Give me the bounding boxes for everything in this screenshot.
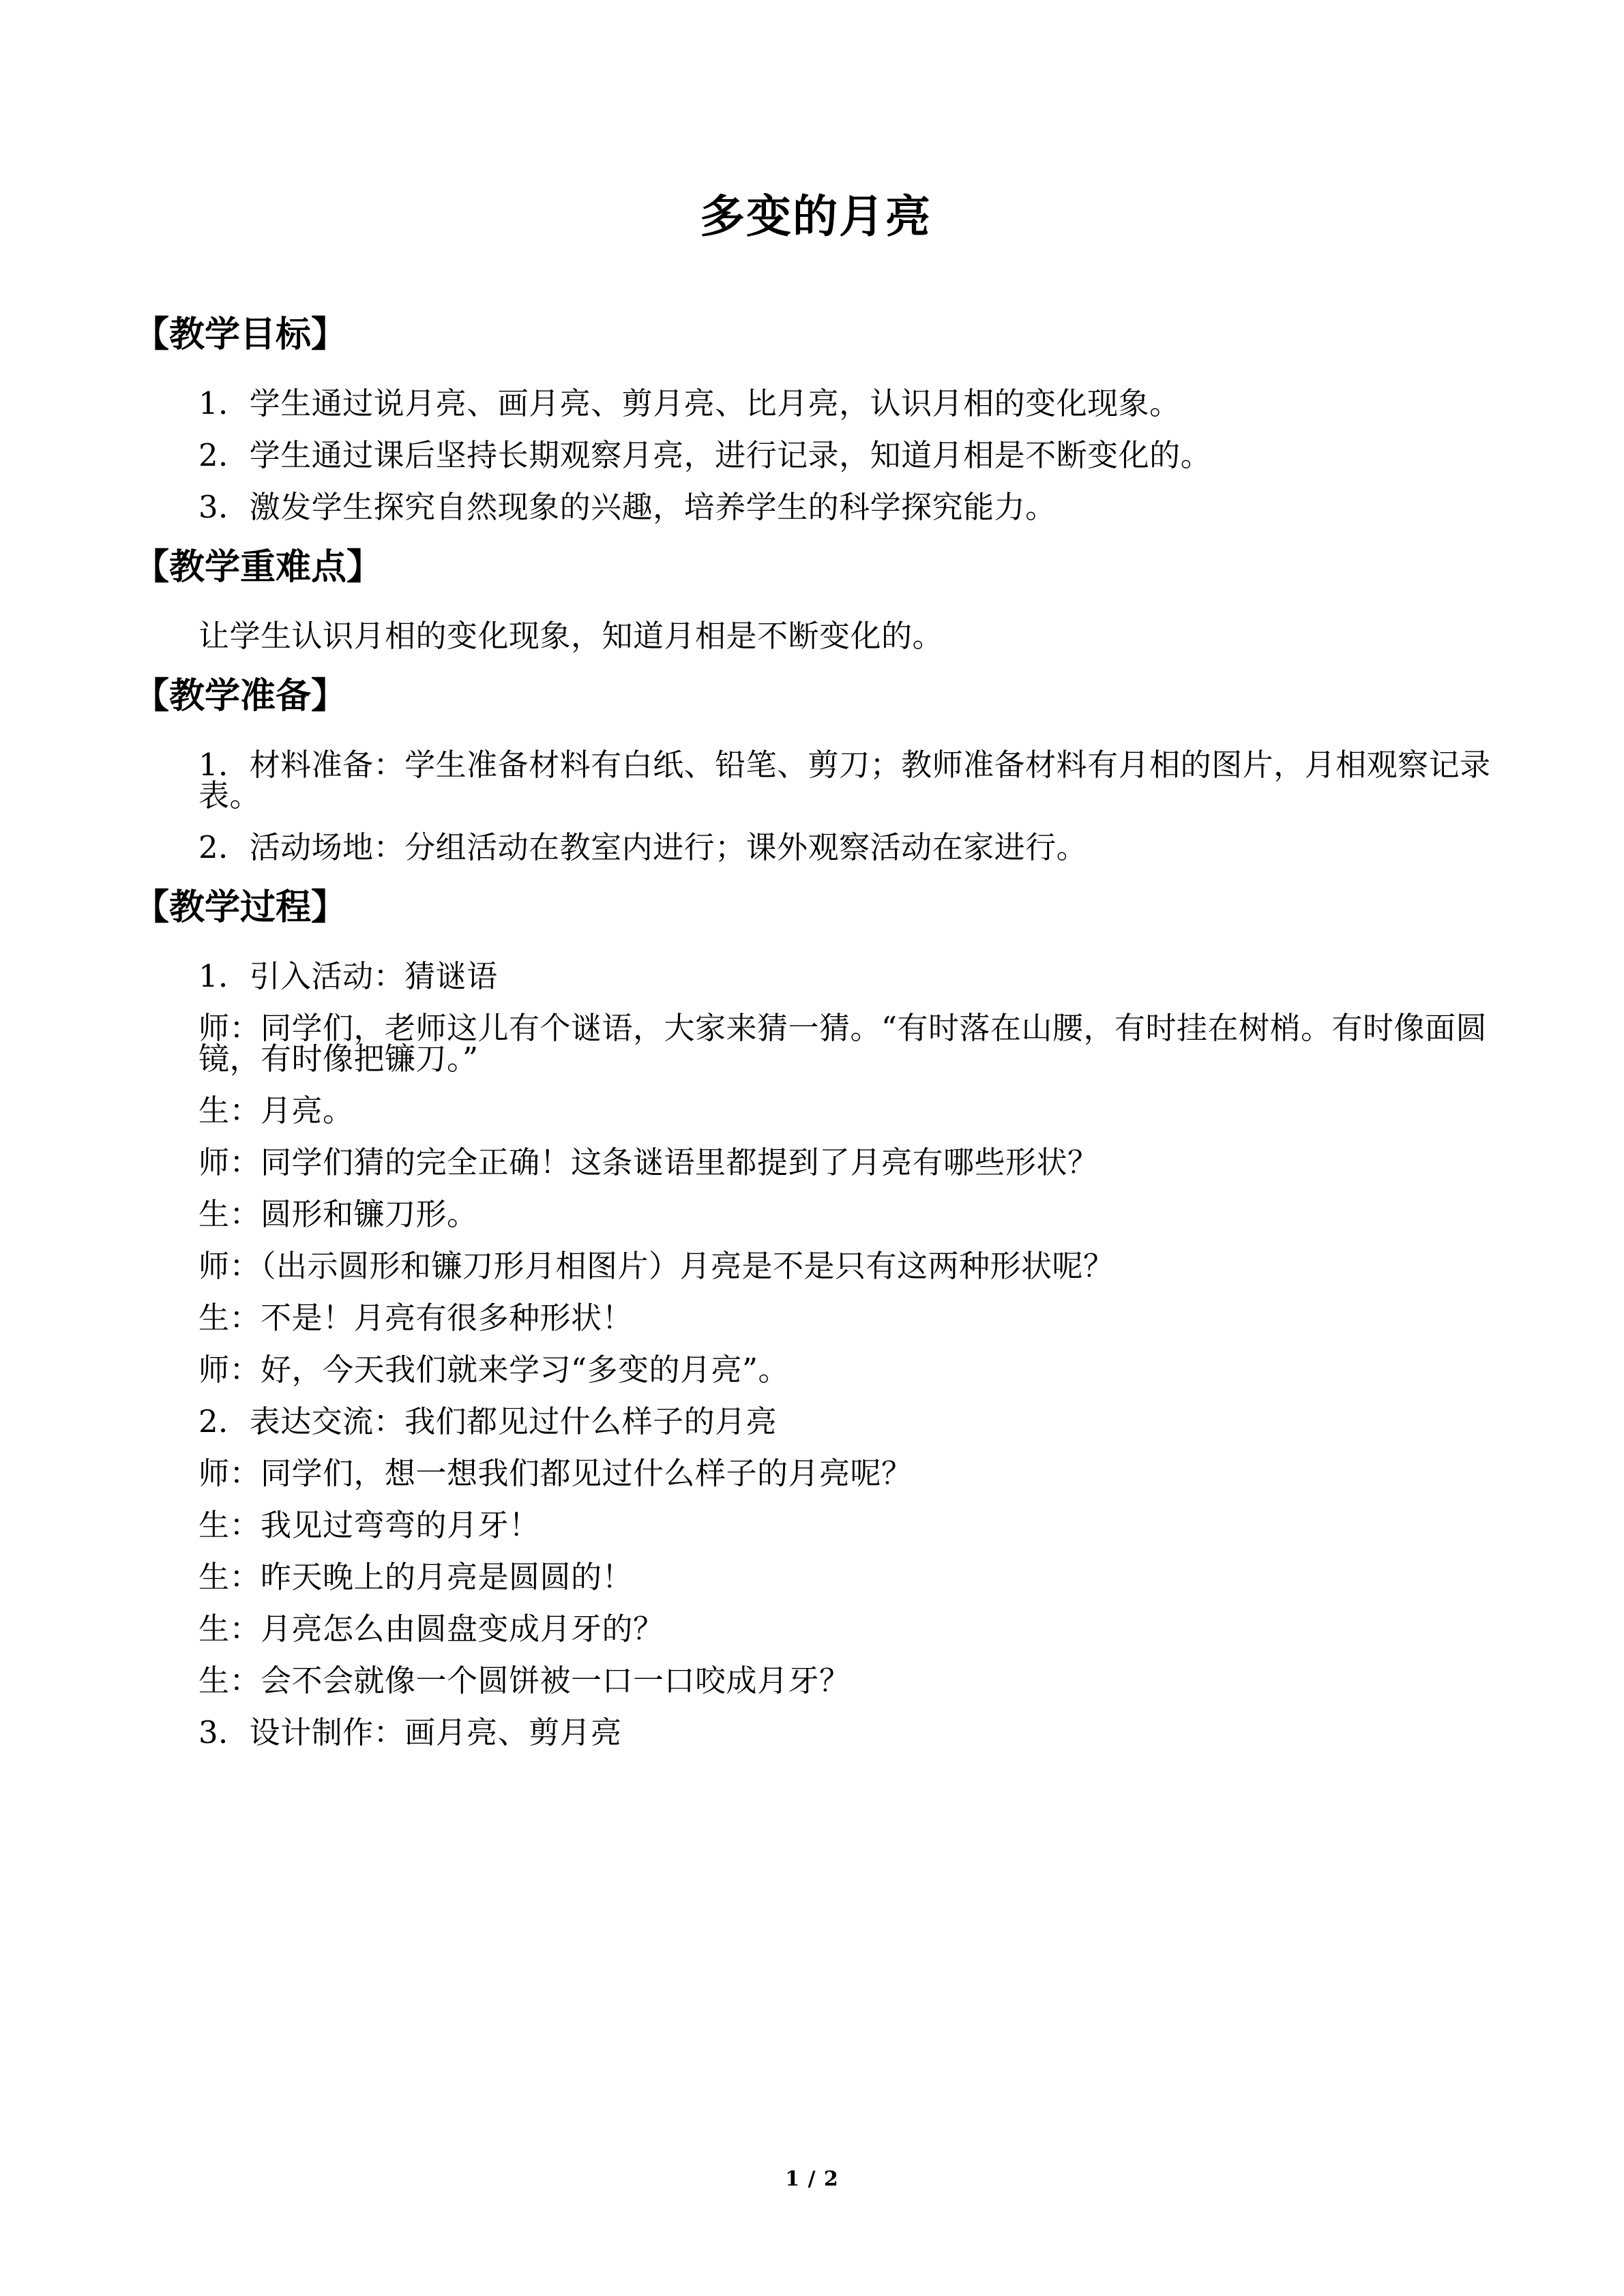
spacer: [134, 353, 1498, 388]
spacer: [134, 651, 1498, 679]
section-heading-process: 【教学过程】: [134, 886, 347, 929]
objective-item-3: 3．激发学生探究自然现象的兴趣，培养学生的科学探究能力。: [198, 489, 1057, 526]
process-line: 2．表达交流：我们都见过什么样子的月亮: [198, 1403, 778, 1440]
section-heading-objectives: 【教学目标】: [134, 314, 347, 356]
process-line: 生：不是！月亮有很多种形状！: [198, 1300, 634, 1337]
process-line: 生：会不会就像一个圆饼被一口一口咬成月牙？: [198, 1663, 851, 1699]
page-number: 1 / 2: [785, 2167, 839, 2191]
preparation-item-2: 2．活动场地：分组活动在教室内进行；课外观察活动在家进行。: [198, 829, 1088, 866]
process-line: 生：月亮。: [198, 1092, 354, 1129]
spacer: [134, 925, 1498, 961]
document-content: [134, 0, 1498, 1751]
spacer: [134, 863, 1498, 890]
process-line: 师：同学们，老师这儿有个谜语，大家来猜一猜。“有时落在山腰，有时挂在树梢。有时像面圆镜，有时像把镰刀。”: [198, 1010, 1488, 1077]
process-line: 生：我见过弯弯的月牙！: [198, 1507, 540, 1544]
objective-item-1: 1．学生通过说月亮、画月亮、剪月亮、比月亮，认识月相的变化现象。: [198, 385, 1181, 422]
process-line: 1．引入活动：猜谜语: [198, 958, 498, 995]
page-title: 多变的月亮: [700, 190, 932, 243]
process-line: 师：同学们，想一想我们都见过什么样子的月亮呢？: [198, 1455, 913, 1492]
section-heading-key-points: 【教学重难点】: [134, 546, 383, 588]
spacer: [134, 585, 1498, 621]
spacer: [134, 522, 1498, 550]
section-heading-preparation: 【教学准备】: [134, 675, 347, 717]
process-line: 师：（出示圆形和镰刀形月相图片）月亮是不是只有这两种形状呢？: [198, 1248, 1114, 1285]
key-point-item-1: 让学生认识月相的变化现象，知道月相是不断变化的。: [198, 618, 944, 655]
objective-item-2: 2．学生通过课后坚持长期观察月亮，进行记录，知道月相是不断变化的。: [198, 437, 1212, 474]
preparation-item-1: 1．材料准备：学生准备材料有白纸、铅笔、剪刀；教师准备材料有月相的图片，月相观察记录表。: [198, 747, 1491, 814]
spacer: [134, 243, 1498, 317]
process-line: 生：昨天晚上的月亮是圆圆的！: [198, 1559, 634, 1596]
process-line: 师：好，今天我们就来学习“多变的月亮”。: [198, 1352, 790, 1388]
spacer: [134, 714, 1498, 749]
process-line: 生：圆形和镰刀形。: [198, 1196, 478, 1233]
process-line: 生：月亮怎么由圆盘变成月牙的？: [198, 1611, 664, 1648]
process-line: 师：同学们猜的完全正确！这条谜语里都提到了月亮有哪些形状？: [198, 1144, 1099, 1181]
process-line: 3．设计制作：画月亮、剪月亮: [198, 1714, 622, 1751]
